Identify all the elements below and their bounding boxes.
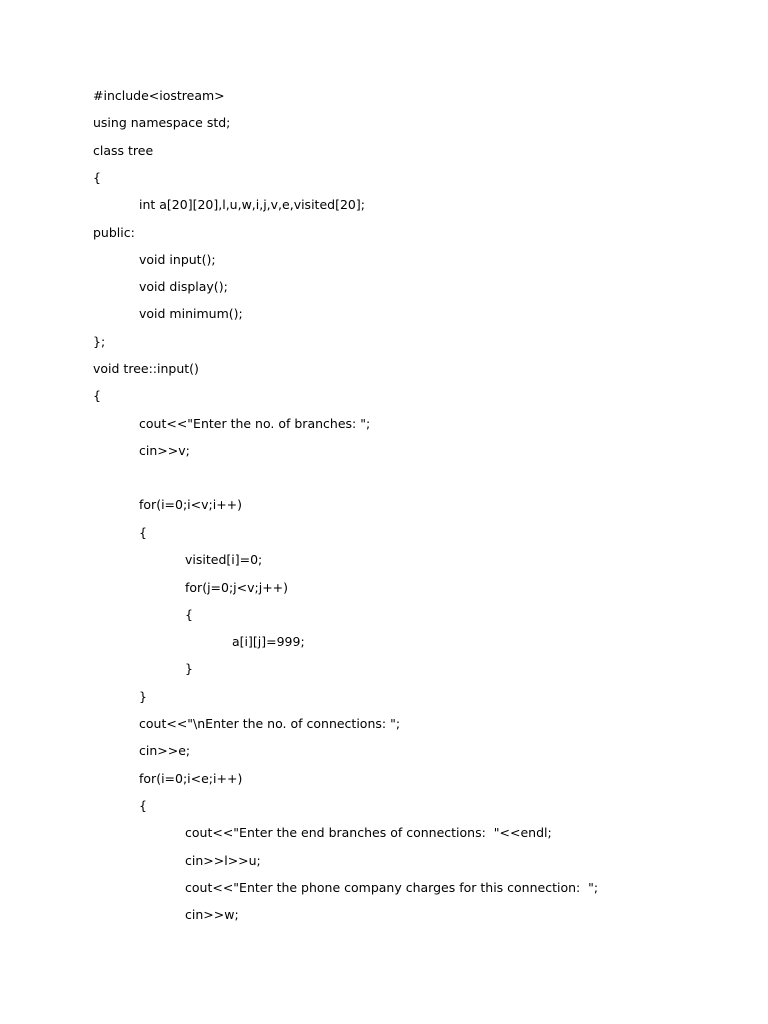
- code-line: for(j=0;j<v;j++): [185, 580, 289, 595]
- code-line: class tree: [93, 143, 154, 158]
- code-line: cin>>w;: [185, 907, 239, 922]
- code-line: int a[20][20],l,u,w,i,j,v,e,visited[20];: [139, 197, 365, 212]
- code-line: {: [93, 170, 101, 185]
- code-line: for(i=0;i<e;i++): [139, 771, 243, 786]
- code-line: {: [185, 607, 193, 622]
- code-line: cin>>l>>u;: [185, 853, 261, 868]
- code-line: {: [139, 798, 147, 813]
- code-line: using namespace std;: [93, 115, 231, 130]
- code-line: cout<<"Enter the end branches of connections: "<<endl;: [185, 825, 552, 840]
- code-line: void display();: [139, 279, 228, 294]
- code-line: void minimum();: [139, 306, 243, 321]
- code-line: for(i=0;i<v;i++): [139, 497, 243, 512]
- code-line: };: [93, 334, 106, 349]
- code-line: }: [139, 689, 147, 704]
- code-line: }: [185, 661, 193, 676]
- code-line: cin>>e;: [139, 743, 191, 758]
- code-line: visited[i]=0;: [185, 552, 263, 567]
- code-line: {: [139, 525, 147, 540]
- code-line: cout<<"Enter the no. of branches: ";: [139, 416, 371, 431]
- code-line: {: [93, 388, 101, 403]
- code-line: cin>>v;: [139, 443, 190, 458]
- code-line: void input();: [139, 252, 216, 267]
- code-line: public:: [93, 225, 135, 240]
- code-line: cout<<"\nEnter the no. of connections: ";: [139, 716, 401, 731]
- code-line: cout<<"Enter the phone company charges for this connection: ";: [185, 880, 599, 895]
- code-line: void tree::input(): [93, 361, 199, 376]
- code-line: #include<iostream>: [93, 88, 225, 103]
- code-line: a[i][j]=999;: [232, 634, 305, 649]
